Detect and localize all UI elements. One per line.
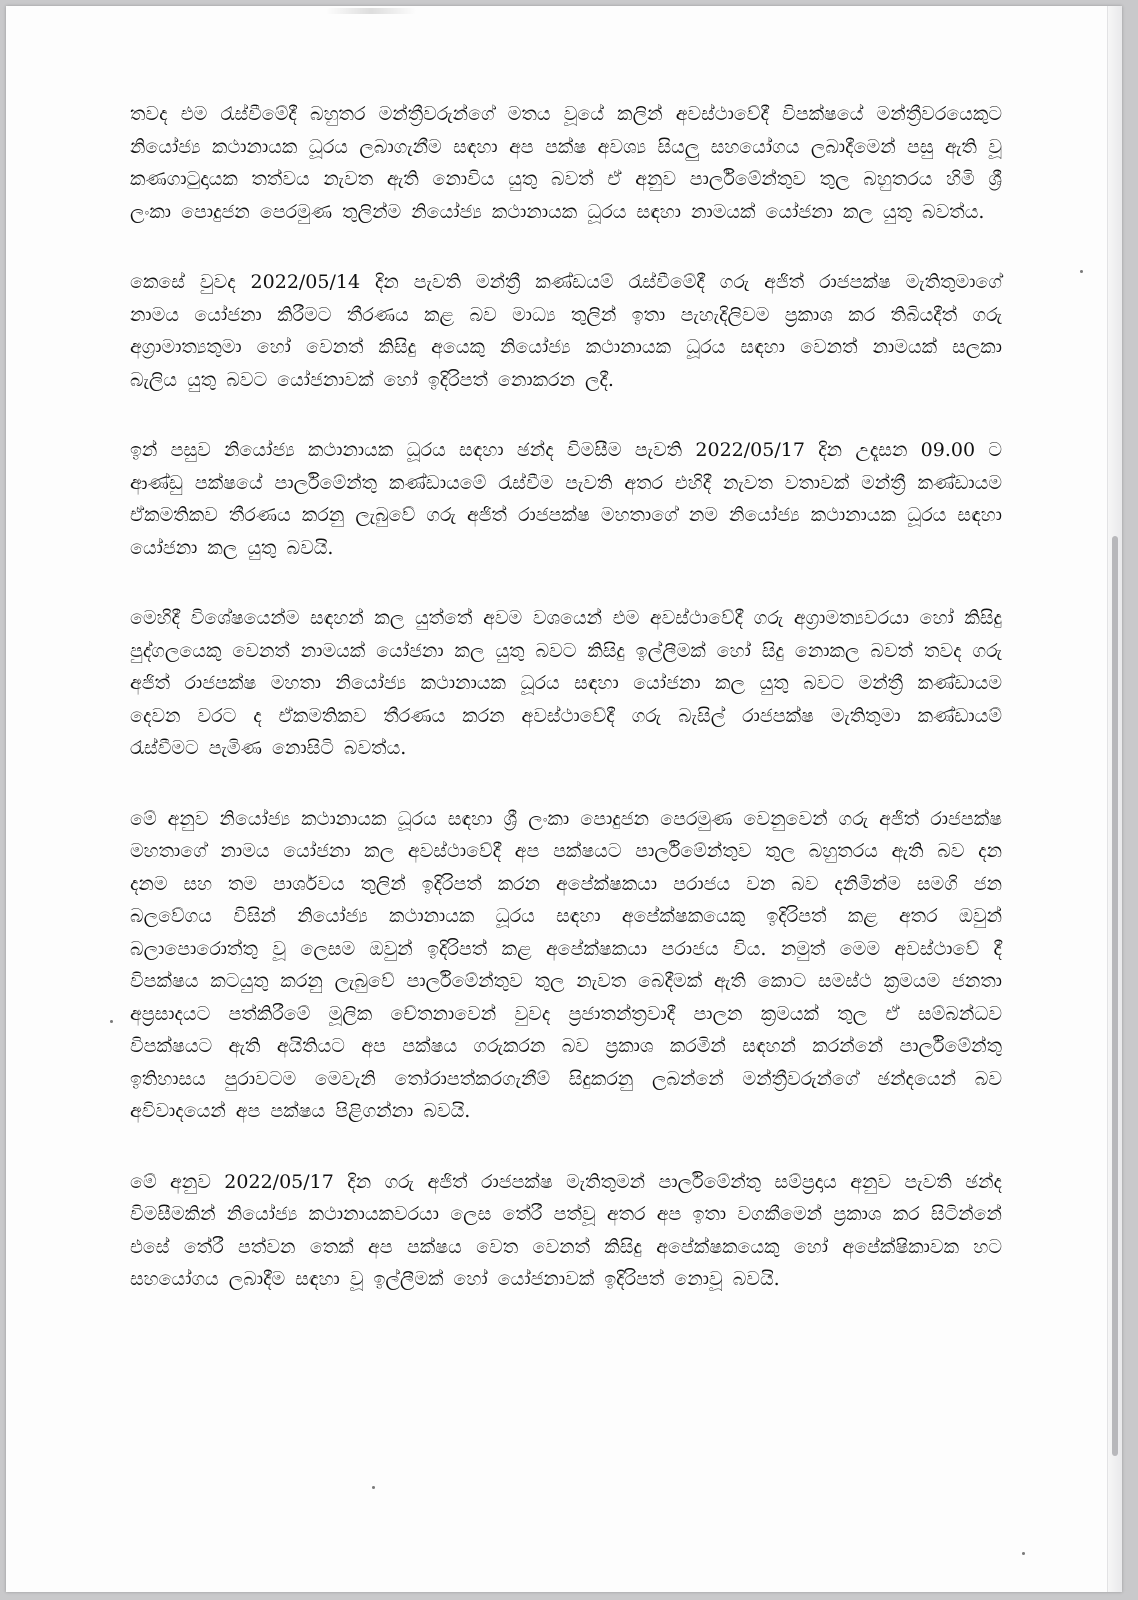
paragraph-4: මෙහිදී විශේෂයෙන්ම සඳහන් කල යුත්තේ අවම වශයෙන් එම අවස්ථාවේදී ගරු අග්‍රාමත්‍යවරයා හෝ කිසිදු පුද්ගලයෙකු වෙනත් නාමයක් යෝජනා කල යුතු බවට කිසිදු ඉල්ලීමක් හෝ සිදු නොකල බවත් තවද ගරු අජිත් රාජපක්ෂ මහතා නියෝජ්‍ය කථානායක ධූරය සඳහා යෝජනා කල යුතු බවට මන්ත්‍රී කණ්ඩායම දෙවන වරට ද ඒකමතිකව තීරණය කරන අවස්ථාවේදී ගරු බැසිල් රාජපක්ෂ මැතිතුමා කණ්ඩායම් රැස්වීමට පැමිණ නොසිටි බවත්ය. xyxy=(130,607,1002,759)
scrollbar-thumb[interactable] xyxy=(1112,536,1118,1456)
scan-speck xyxy=(1080,270,1083,273)
page-edge-shade xyxy=(1107,6,1122,1592)
paragraph-2: කෙසේ වුවද 2022/05/14 දින පැවති මන්ත්‍රී කණ්ඩයම් රැස්වීමේදී ගරු අජිත් රාජපක්ෂ මැතිතුමාගේ නාමය යෝජනා කිරීමට තීරණය කළ බව මාධ්‍ය තුලින් ඉතා පැහැදිලිවම ප්‍රකාශ කර තිබියදීත් ගරු අග්‍රාමාත්‍යතුමා හෝ වෙනත් කිසිදු අයෙකු නියෝජ්‍ය කථානායක ධූරය සඳහා වෙනත් නාමයක් සලකා බැලිය යුතු බවට යෝජනාවක් හෝ ඉදිරිපත් නොකරන ලදී. xyxy=(130,271,1002,391)
paragraph-5: මේ අනුව නියෝජ්‍ය කථානායක ධූරය සඳහා ශ්‍රී ලංකා පොදුජන පෙරමුණ වෙනුවෙන් ගරු අජිත් රාජපක්ෂ මහතාගේ නාමය යෝජනා කල අවස්ථාවේදී අප පක්ෂයට පාර්ලිමේන්තුව තුල බහුතරය ඇති බව දන දනම සහ තම පාර්ශවය තුලින් ඉදිරිපත් කරන අපේක්ෂකයා පරාජය වන බව දනිමින්ම සමගි ජන බලවේගය විසින් නියෝජ්‍ය කථානායක ධූරය සඳහා අපේක්ෂකයෙකු ඉදිරිපත් කළ අතර ඔවුන් බලාපොරොත්තු වූ ලෙසම ඔවුන් ඉදිරිපත් කළ අපේක්ෂකයා පරාජය විය. නමුත් මෙම අවස්ථාවේ දී විපක්ෂය කටයුතු කරනු ලැබුවේ පාර්ලිමේන්තුව තුල නැවත බෙදීමක් ඇති කොට සමස්ථ ක්‍රමයම ජනතා අප්‍රසාදයට පත්කිරීමේ මූලික චේතනාවෙන් වුවද ප්‍රජාතන්ත්‍රවාදී පාලන ක්‍රමයක් තුල ඒ සම්බන්ධව විපක්ෂයට ඇති අයිතියට අප පක්ෂය ගරුකරන බව ප්‍රකාශ කරමින් සඳහන් කරන්නේ පාර්ලිමේන්තු ඉතිහාසය පුරාවටම මෙවැනි තෝරාපත්කරගැනීම් සිදුකරනු ලබන්නේ මන්ත්‍රීවරුන්ගේ ඡන්දයෙන් බව අවිවාදයෙන් අප පක්ෂය පිළිගන්නා බවයි. xyxy=(130,807,1002,1122)
scan-speck xyxy=(1022,1552,1025,1555)
document-body xyxy=(130,98,1002,1334)
scan-speck xyxy=(372,1486,375,1489)
scan-smudge xyxy=(326,8,416,14)
document-page xyxy=(6,6,1122,1592)
scan-speck xyxy=(110,1020,113,1023)
paragraph-6: මේ අනුව 2022/05/17 දින ගරු අජිත් රාජපක්ෂ මැතිතුමන් පාර්ලිමේන්තු සම්ප්‍රදාය අනුව පැවති ඡන්ද විමසීමකින් නියෝජ්‍ය කථානායකවරයා ලෙස තේරී පත්වූ අතර අප ඉතා වගකීමෙන් ප්‍රකාශ කර සිටින්නේ එසේ තේරී පත්වන තෙක් අප පක්ෂය වෙත වෙනත් කිසිදු අපේක්ෂකයෙකු හෝ අපේක්ෂිකාවක හට සහයෝගය ලබාදීම සඳහා වූ ඉල්ලීමක් හෝ යෝජනාවක් ඉදිරිපත් නොවූ බවයි. xyxy=(130,1170,1002,1290)
paragraph-3: ඉන් පසුව නියෝජ්‍ය කථානායක ධූරය සඳහා ඡන්ද විමසීම පැවති 2022/05/17 දින උදෑසන 09.00 ට ආණ්ඩු පක්ෂයේ පාර්ලිමේන්තු කණ්ඩායමේ රැස්වීම පැවති අතර එහිදී නැවත වතාවක් මන්ත්‍රී කණ්ඩායම ඒකමතිකව තීරණය කරනු ලැබුවේ ගරු අජිත් රාජපක්ෂ මහතාගේ නම නියෝජ්‍ය කථානායක ධූරය සඳහා යෝජනා කල යුතු බවයි. xyxy=(130,439,1002,559)
paragraph-1: තවද එම රැස්වීමේදී බහුතර මන්ත්‍රීවරුන්ගේ මතය වූයේ කලින් අවස්ථාවේදී විපක්ෂයේ මන්ත්‍රීවරයෙකුට නියෝජ්‍ය කථානායක ධූරය ලබාගැනීම සඳහා අප පක්ෂ අවශ්‍ය සියලු සහයෝගය ලබාදීමෙන් පසු ඇති වූ කණගාටුදායක තත්වය නැවත ඇති නොවිය යුතු බවත් ඒ අනුව පාර්ලිමේන්තුව තුල බහුතරය හිමි ශ්‍රී ලංකා පොදුජන පෙරමුණ තුලින්ම නියෝජ්‍ය කථානායක ධූරය සඳහා නාමයක් යෝජනා කල යුතු බවත්ය. xyxy=(130,103,1002,223)
